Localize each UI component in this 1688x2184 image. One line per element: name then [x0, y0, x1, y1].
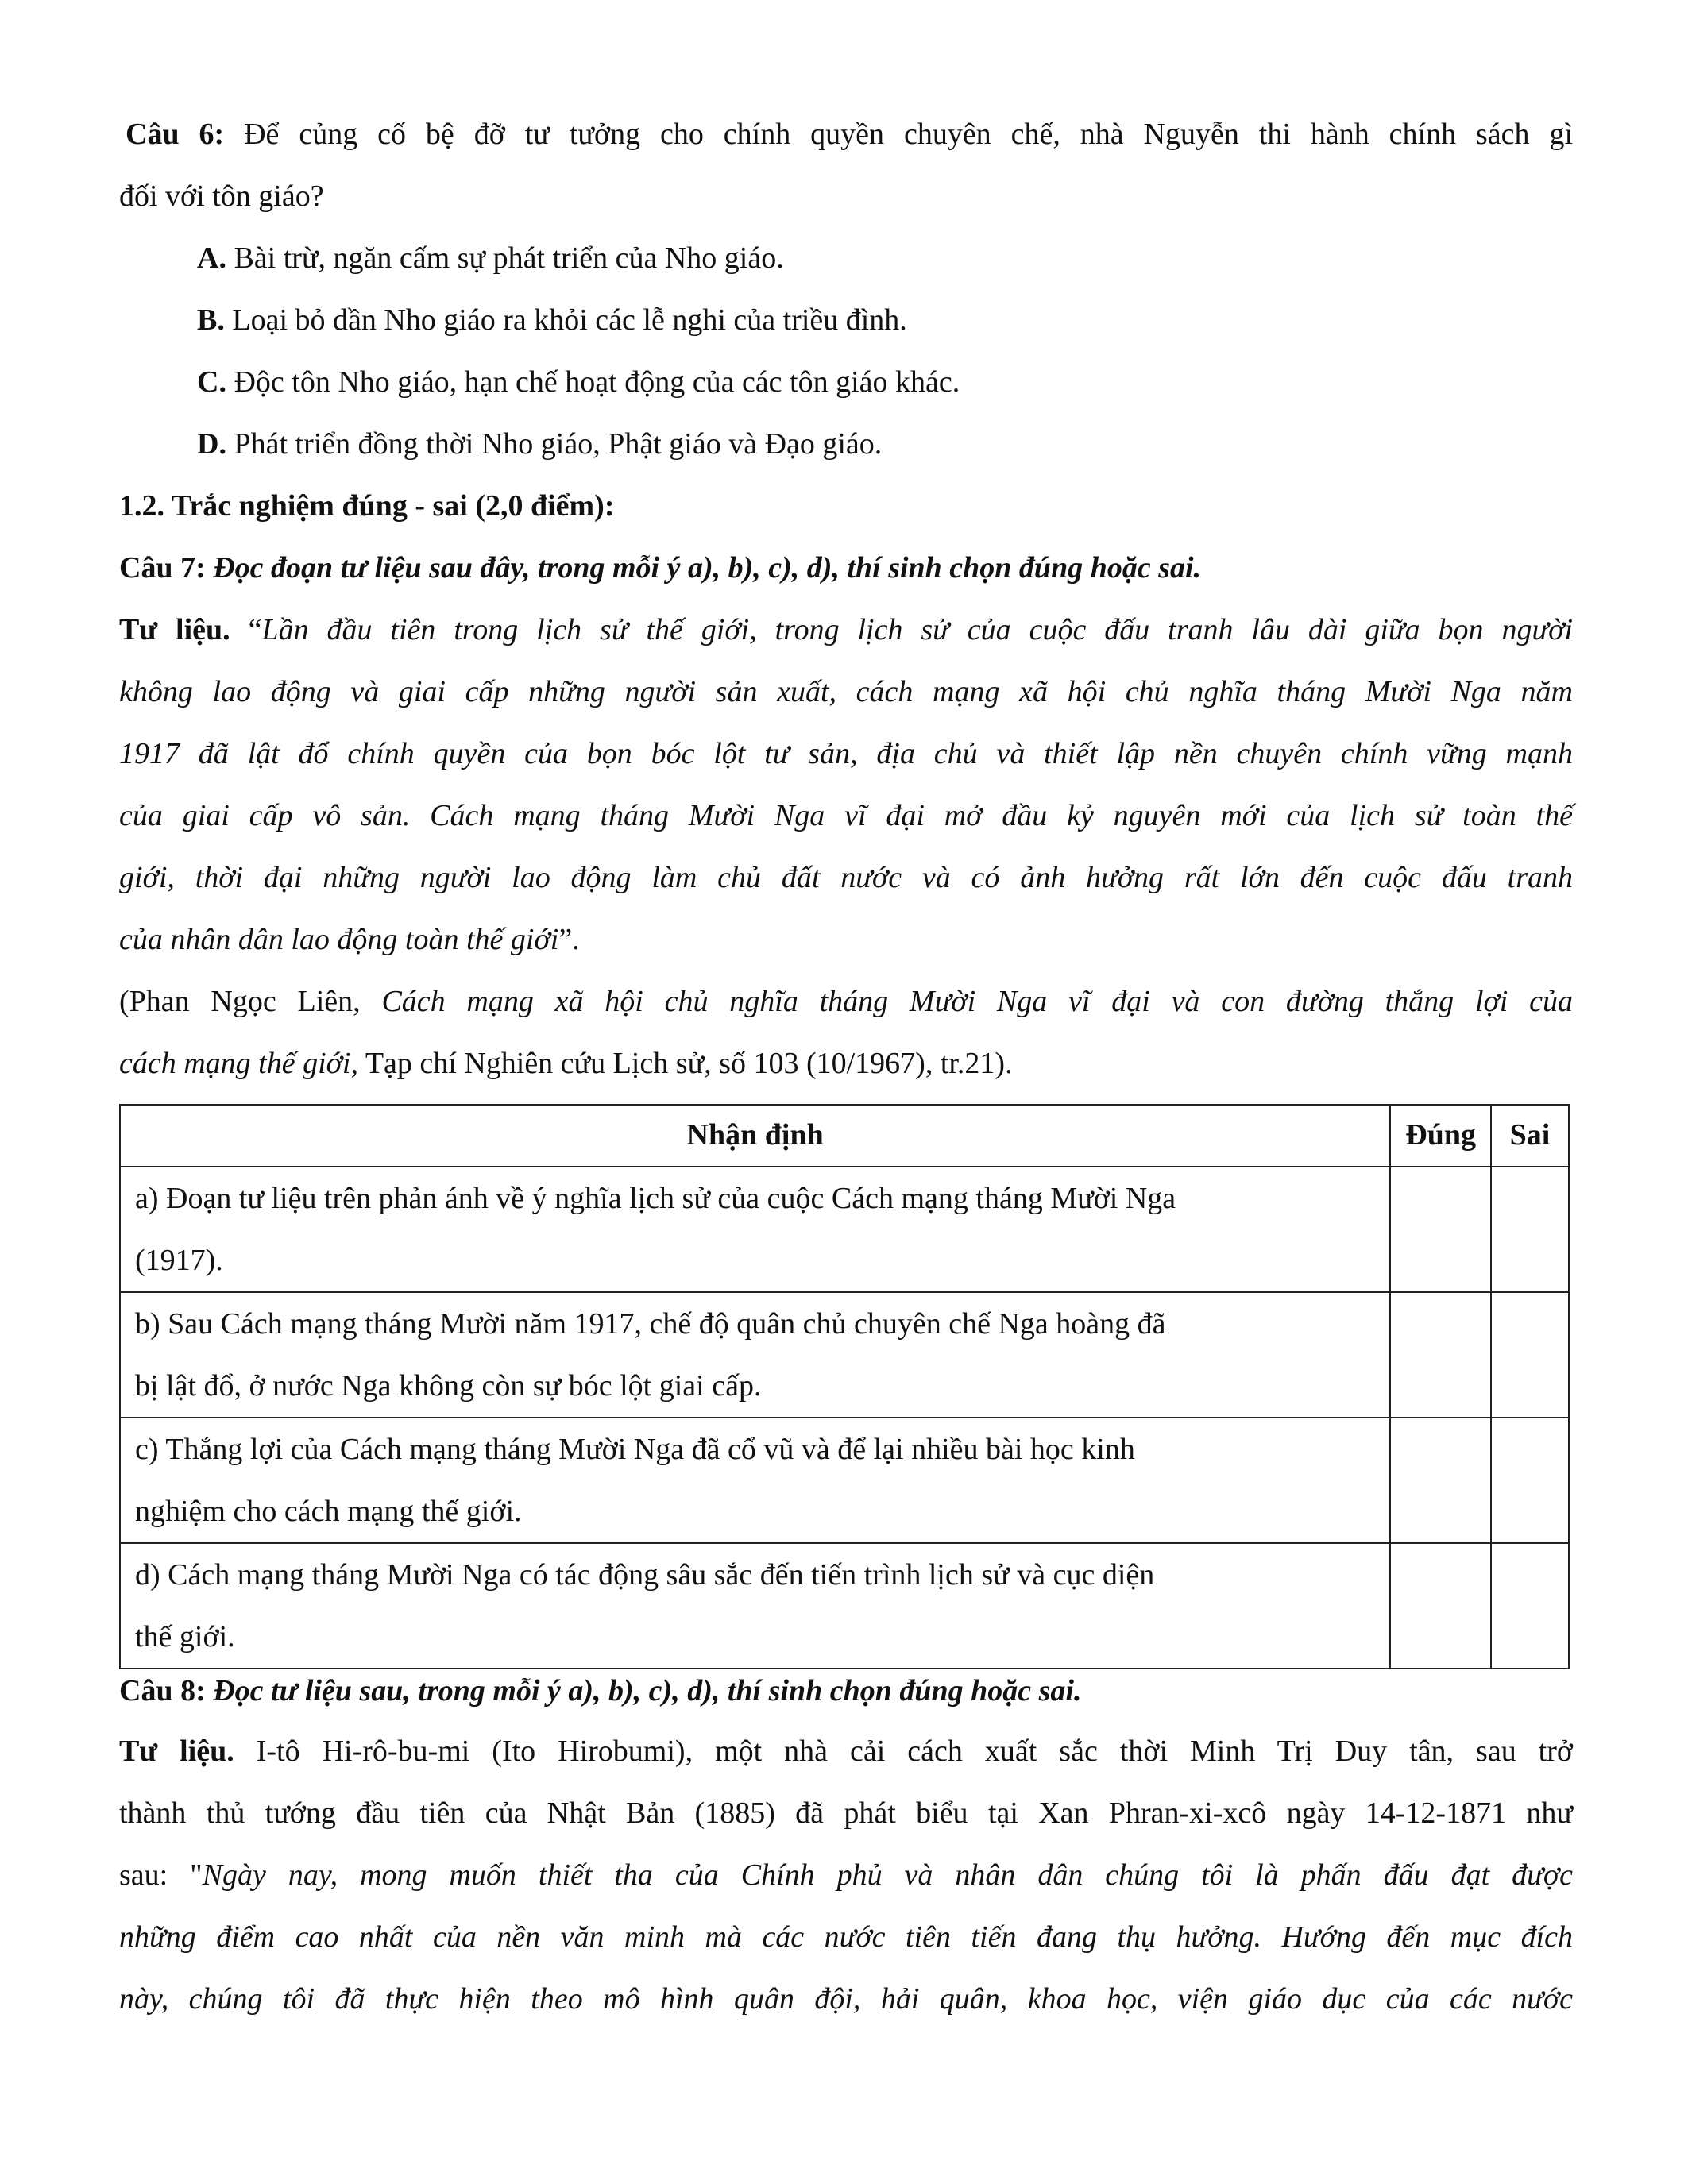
- statement-c-line-1: c) Thắng lợi của Cách mạng tháng Mười Nga đã cổ vũ và để lại nhiều bài học kinh: [135, 1433, 1135, 1466]
- statement-d-line-1: d) Cách mạng tháng Mười Nga có tác động sâu sắc đến tiến trình lịch sử và cục diện: [135, 1558, 1155, 1592]
- option-a: [119, 227, 1573, 289]
- q8-line-2: thành thủ tướng đầu tiên của Nhật Bản (1885) đã phát biểu tại Xan Phran-xi-xcô ngày 14-12-1871 như: [119, 1796, 1573, 1830]
- option-a-letter: A.: [197, 241, 226, 275]
- answer-cell-true-a[interactable]: [1390, 1167, 1491, 1292]
- q8-line-3-plain: sau: ": [119, 1858, 203, 1892]
- question-8-label: Câu 8:: [119, 1674, 206, 1707]
- question-6-block: [119, 103, 1573, 1094]
- option-c-text: Độc tôn Nho giáo, hạn chế hoạt động của các tôn giáo khác.: [226, 365, 960, 399]
- question-7-instruction: Đọc đoạn tư liệu sau đây, trong mỗi ý a), b), c), d), thí sinh chọn đúng hoặc sai.: [205, 551, 1202, 585]
- q7-citation-title-1: Cách mạng xã hội chủ nghĩa tháng Mười Nga vĩ đại và con đường thắng lợi của: [381, 985, 1573, 1018]
- statement-b: [120, 1292, 1390, 1418]
- answer-cell-true-d[interactable]: [1390, 1543, 1491, 1669]
- option-d-letter: D.: [197, 427, 226, 461]
- option-b-letter: B.: [197, 303, 225, 337]
- header-true: Đúng: [1390, 1105, 1491, 1167]
- q8-line-1: I-tô Hi-rô-bu-mi (Ito Hirobumi), một nhà cải cách xuất sắc thời Minh Trị Duy tân, sau trở: [234, 1734, 1573, 1768]
- statement-c-line-2: nghiệm cho cách mạng thế giới.: [135, 1495, 522, 1528]
- statement-a-line-2: (1917).: [135, 1244, 223, 1277]
- table-header-row: [120, 1105, 1569, 1167]
- question-8-line: [119, 1661, 1573, 1720]
- option-d-text: Phát triển đồng thời Nho giáo, Phật giáo và Đạo giáo.: [226, 427, 883, 461]
- table-row: [120, 1292, 1569, 1418]
- question-7-line: [119, 537, 1573, 599]
- header-statement: Nhận định: [120, 1105, 1390, 1167]
- statement-c: [120, 1418, 1390, 1543]
- statement-d-line-2: thế giới.: [135, 1620, 235, 1653]
- answer-cell-true-b[interactable]: [1390, 1292, 1491, 1418]
- question-8-instruction: Đọc tư liệu sau, trong mỗi ý a), b), c), d), thí sinh chọn đúng hoặc sai.: [205, 1674, 1082, 1707]
- table-row: [120, 1543, 1569, 1669]
- q8-line-4: những điểm cao nhất của nền văn minh mà các nước tiên tiến đang thụ hưởng. Hướng đến mục đích: [119, 1920, 1573, 1954]
- q7-citation-rest: , Tạp chí Nghiên cứu Lịch sử, số 103 (10/1967), tr.21).: [350, 1047, 1013, 1080]
- question-7-label: Câu 7:: [119, 551, 206, 585]
- q8-line-3-italic: Ngày nay, mong muốn thiết tha của Chính phủ và nhân dân chúng tôi là phấn đấu đạt được: [202, 1858, 1573, 1892]
- q8-line-3: [119, 1844, 1573, 1906]
- q8-source-line-1: [119, 1720, 1573, 1782]
- q7-citation-title-2: cách mạng thế giới: [119, 1047, 351, 1080]
- q7-quote-line-5: giới, thời đại những người lao động làm chủ đất nước và có ảnh hưởng rất lớn đến cuộc đấu tranh: [119, 861, 1573, 894]
- option-c: [119, 351, 1573, 413]
- q7-citation-line-1: [119, 970, 1573, 1032]
- statement-d: [120, 1543, 1390, 1669]
- option-a-text: Bài trừ, ngăn cấm sự phát triển của Nho giáo.: [226, 241, 784, 275]
- q8-source-label: Tư liệu.: [119, 1734, 234, 1768]
- q7-source-line-1: [119, 599, 1573, 661]
- table-row: [120, 1167, 1569, 1292]
- q7-quote-close: ”.: [558, 923, 580, 956]
- q7-citation-line-2: [119, 1032, 1573, 1094]
- question-6-line-2: [119, 165, 1573, 227]
- option-b: [119, 289, 1573, 351]
- q8-line-5: này, chúng tôi đã thực hiện theo mô hình quân đội, hải quân, khoa học, viện giáo dục của các nước: [119, 1982, 1573, 2016]
- answer-cell-false-d[interactable]: [1491, 1543, 1569, 1669]
- answer-cell-false-c[interactable]: [1491, 1418, 1569, 1543]
- q7-quote-line-1: Lần đầu tiên trong lịch sử thế giới, trong lịch sử của cuộc đấu tranh lâu dài giữa bọn người: [261, 613, 1574, 646]
- question-6-text-1: Để củng cố bệ đỡ tư tưởng cho chính quyền chuyên chế, nhà Nguyễn thi hành chính sách gì: [224, 118, 1574, 151]
- option-b-text: Loại bỏ dần Nho giáo ra khỏi các lễ nghi của triều đình.: [224, 303, 907, 337]
- section-heading: 1.2. Trắc nghiệm đúng - sai (2,0 điểm):: [119, 489, 615, 523]
- question-6-label: Câu 6:: [126, 118, 225, 151]
- table-row: [120, 1418, 1569, 1543]
- statement-b-line-2: bị lật đổ, ở nước Nga không còn sự bóc lột giai cấp.: [135, 1369, 762, 1403]
- q7-quote-open: “: [230, 613, 262, 646]
- answer-cell-false-b[interactable]: [1491, 1292, 1569, 1418]
- statement-a-line-1: a) Đoạn tư liệu trên phản ánh về ý nghĩa lịch sử của cuộc Cách mạng tháng Mười Nga: [135, 1182, 1176, 1215]
- q7-quote-end-text: của nhân dân lao động toàn thế giới: [119, 923, 559, 956]
- answer-cell-false-a[interactable]: [1491, 1167, 1569, 1292]
- question-6-line-1: [119, 103, 1573, 165]
- q7-citation-open: (Phan Ngọc Liên,: [119, 985, 382, 1018]
- statement-b-line-1: b) Sau Cách mạng tháng Mười năm 1917, chế độ quân chủ chuyên chế Nga hoàng đã: [135, 1307, 1166, 1341]
- option-d: [119, 413, 1573, 475]
- question-6-text-2: đối với tôn giáo?: [119, 179, 324, 213]
- q7-quote-line-6: [119, 909, 1573, 970]
- answer-cell-true-c[interactable]: [1390, 1418, 1491, 1543]
- q7-quote-line-3: 1917 đã lật đổ chính quyền của bọn bóc lột tư sản, địa chủ và thiết lập nền chuyên chính vững mạnh: [119, 737, 1573, 770]
- q7-quote-line-4: của giai cấp vô sản. Cách mạng tháng Mười Nga vĩ đại mở đầu kỷ nguyên mới của lịch sử toàn thế: [119, 799, 1573, 832]
- question-8-block: [119, 1661, 1573, 2030]
- option-c-letter: C.: [197, 365, 226, 399]
- statement-a: [120, 1167, 1390, 1292]
- statements-table: [119, 1104, 1570, 1669]
- header-false: Sai: [1491, 1105, 1569, 1167]
- q7-source-label: Tư liệu.: [119, 613, 230, 646]
- q7-quote-line-2: không lao động và giai cấp những người sản xuất, cách mạng xã hội chủ nghĩa tháng Mười Nga năm: [119, 675, 1573, 708]
